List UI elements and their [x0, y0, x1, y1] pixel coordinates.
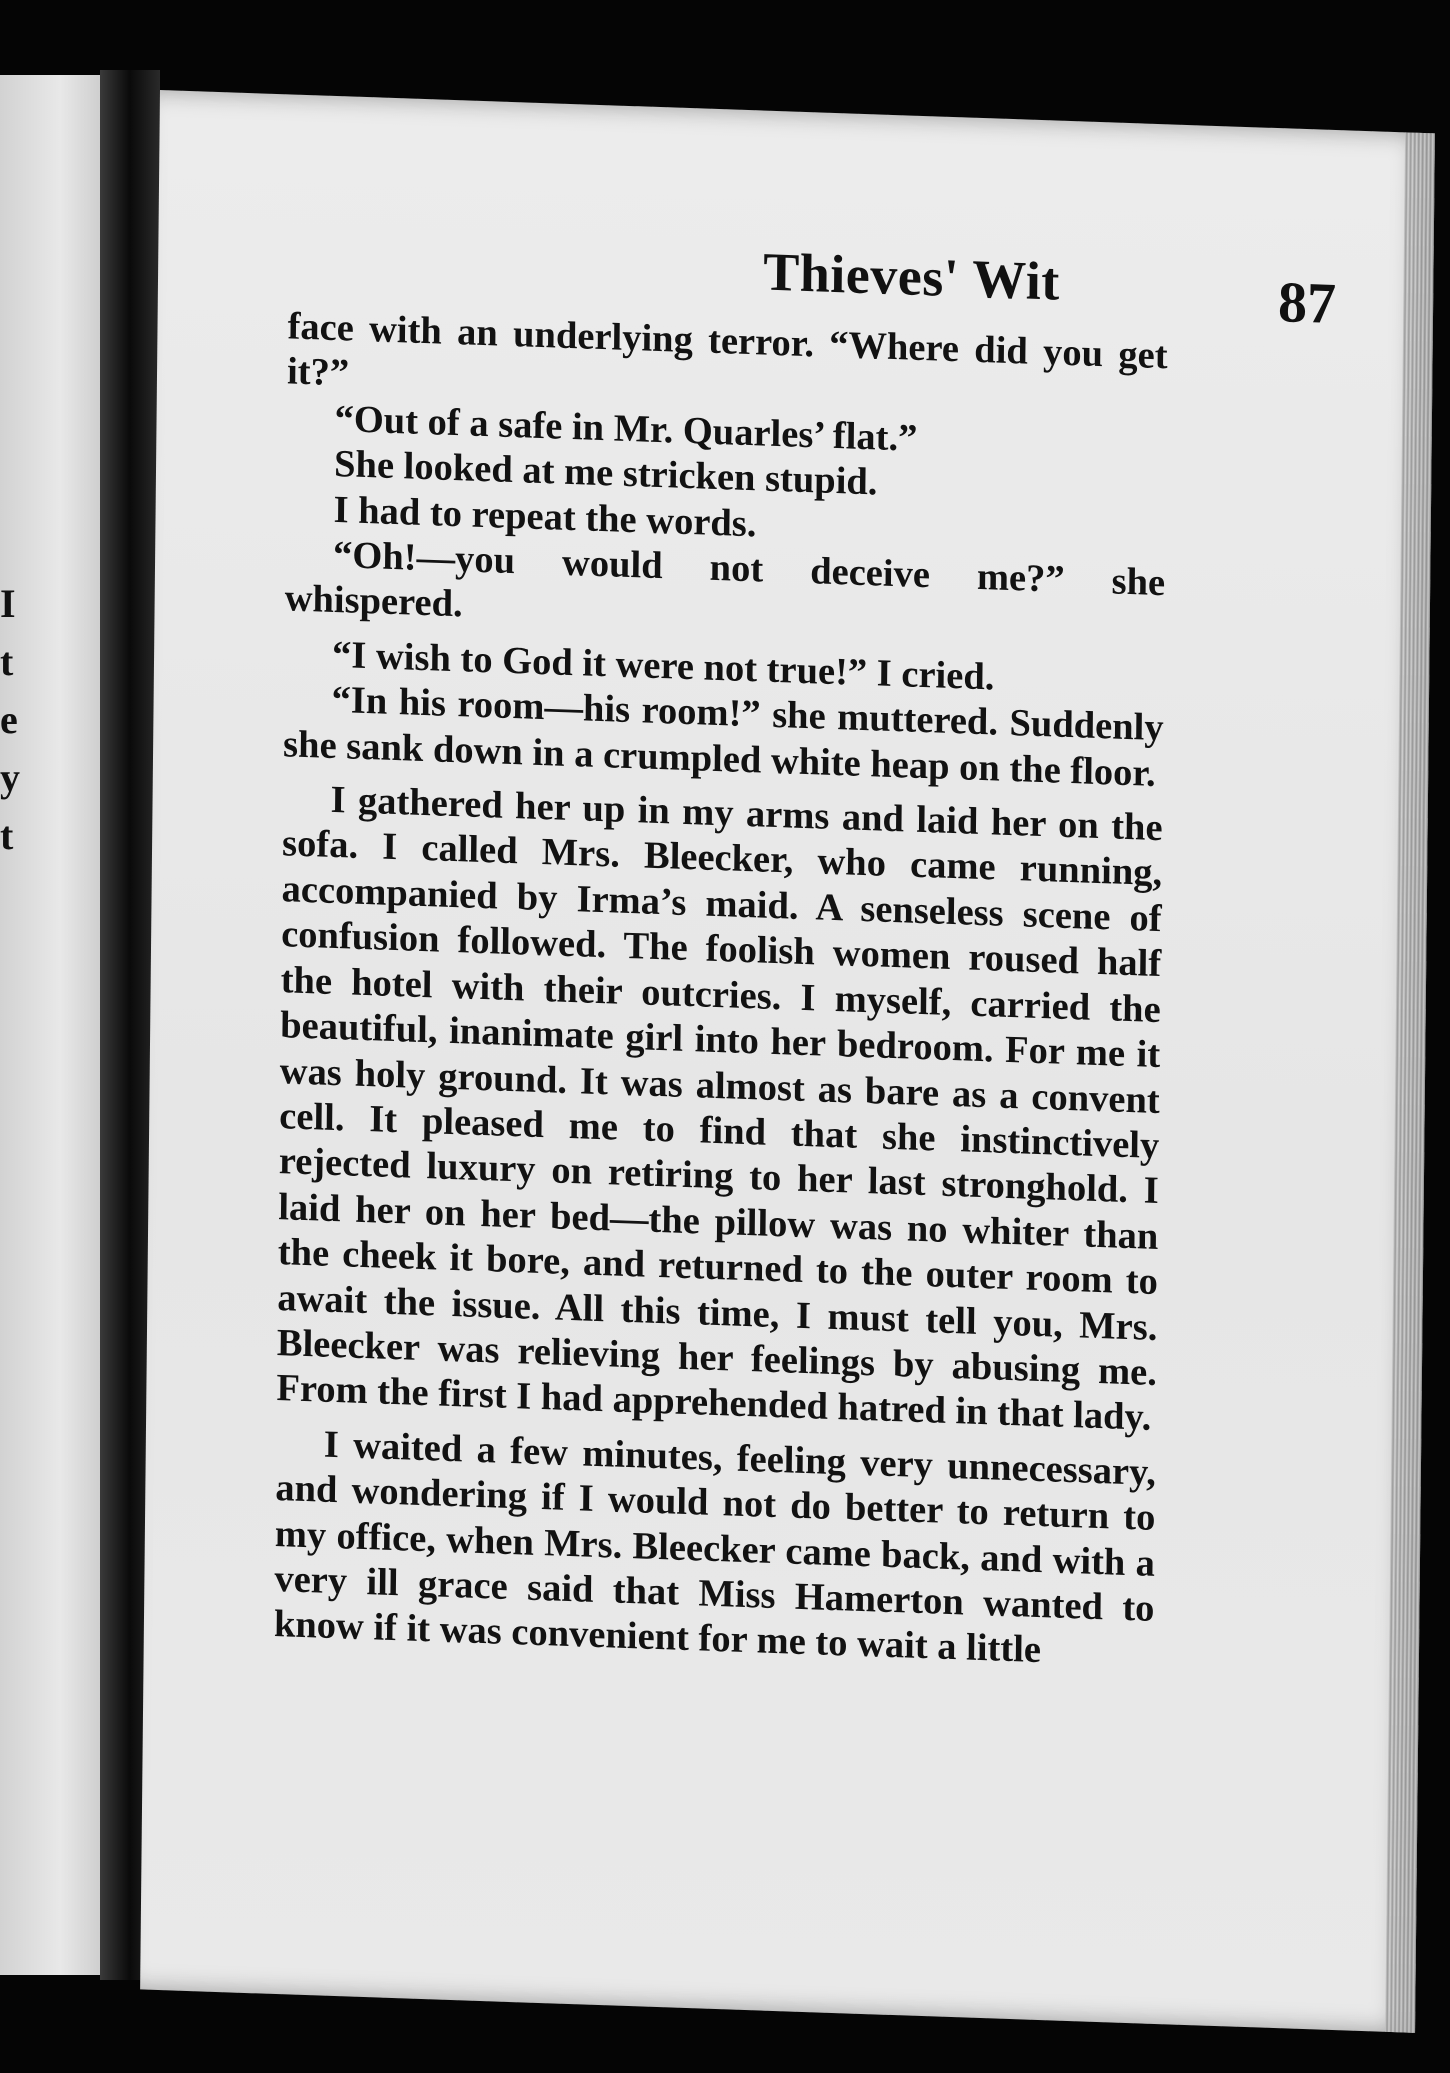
facing-glyph: y	[0, 755, 20, 800]
page-number: 87	[1277, 269, 1337, 337]
running-head: Thieves' Wit	[762, 241, 1061, 312]
facing-page	[0, 75, 100, 1975]
facing-glyph: t	[0, 813, 14, 858]
paragraph: I gathered her up in my arms and laid her on the sofa. I called Mrs. Bleecker, who came running, accompanied by Irma’s maid. A senseless scene of confusion followed. The foolish women roused half the hotel with their outcries. I myself, carried the beautiful, inanimate girl into her bedroom. For me it was holy ground. It was almost as bare as a convent cell. It pleased me to find that she instinctively rejected luxury on retiring to her last stronghold. I laid her on her bed—the pillow was no whiter than the cheek it bore, and returned to the outer room to await the issue. All this time, I must tell you, Mrs. Bleecker was relieving her feelings by abusing me. From the first I had apprehended hatred in that lady.	[276, 778, 1163, 1440]
page-edge	[1385, 132, 1435, 2032]
paragraph: I had to repeat the words.	[333, 488, 757, 545]
book-page	[140, 90, 1435, 2033]
body-text	[274, 304, 1168, 1677]
paragraph: “In his room—his room!” she muttered. Suddenly she sank down in a crumpled white heap on the floor.	[282, 679, 1164, 795]
facing-glyph: I	[0, 581, 16, 626]
paragraph: I waited a few minutes, feeling very unnecessary, and wondering if I would not do better to return to my office, when Mrs. Bleecker came back, and with a very ill grace said that Miss Hamerton wanted to know if it was convenient for me to wait a little	[273, 1423, 1157, 1672]
facing-page-text-fragments	[0, 575, 20, 865]
paragraph: “Out of a safe in Mr. Quarles’ flat.”	[334, 397, 918, 460]
facing-glyph: t	[0, 639, 14, 684]
paragraph: “I wish to God it were not true!” I cried.	[331, 633, 995, 699]
paragraph: “Oh!—you would not deceive me?” she whispered.	[284, 533, 1166, 626]
facing-glyph: e	[0, 697, 18, 742]
paragraph: She looked at me stricken stupid.	[333, 443, 878, 504]
paragraph: face with an underlying terror. “Where did you get it?”	[286, 305, 1168, 395]
